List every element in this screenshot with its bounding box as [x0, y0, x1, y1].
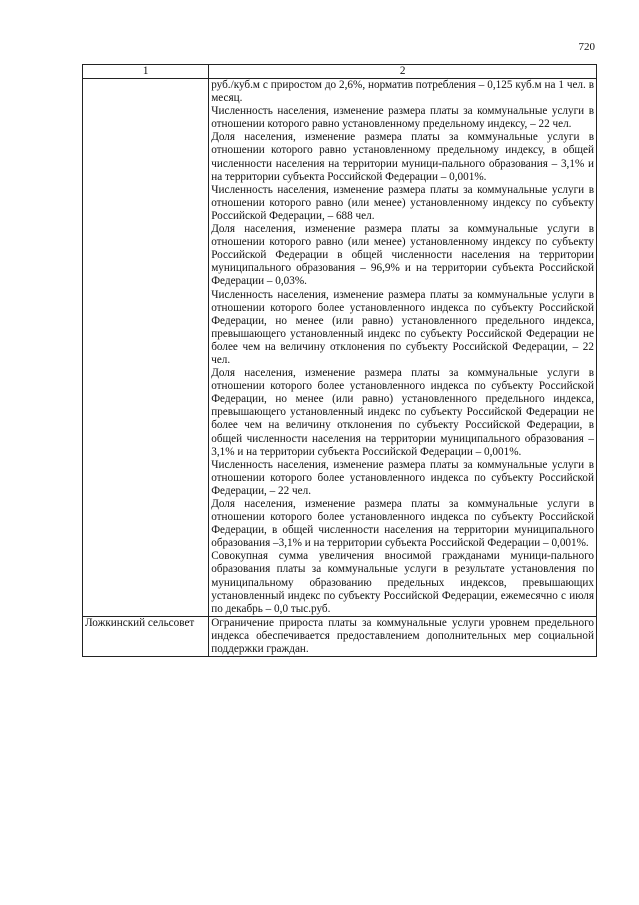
column-header-2: 2: [209, 65, 597, 79]
table-header-row: [83, 65, 597, 79]
description-paragraph: Ограничение прироста платы за коммунальные услуги уровнем предельного индекса обеспечивается предоставлением дополнительных мер социальной поддержки граждан.: [211, 616, 594, 656]
description-paragraph: Доля населения, изменение размера платы за коммунальные услуги в отношении которого равно (или менее) установленному индексу по субъекту Российской Федерации в общей численности населения на территории муниципального образования – 96,9% и на территории субъекта Российской Федерации – 0,03%.: [211, 223, 594, 288]
description-cell: [209, 79, 597, 617]
table-row: [83, 79, 597, 617]
description-paragraph: Численность населения, изменение размера платы за коммунальные услуги в отношении которого равно (или менее) установленному индексу по субъекту Российской Федерации, – 688 чел.: [211, 183, 594, 222]
municipality-name-cell: Ложкинский сельсовет: [83, 616, 209, 656]
description-paragraph: Численность населения, изменение размера платы за коммунальные услуги в отношении которого более установленного индекса по субъекту Российской Федерации, но менее (или равно) установленного предельного индекса, превышающего установленный индекс по субъекту Российской Федерации не более чем на величину отклонения по субъекту Российской Федерации, – 22 чел.: [211, 288, 594, 366]
municipality-name-cell: [83, 79, 209, 617]
table-row: [83, 616, 597, 656]
page-number: 720: [578, 41, 595, 53]
description-paragraph: Доля населения, изменение размера платы за коммунальные услуги в отношении которого более установленного индекса по субъекту Российской Федерации, в общей численности населения на территории муниципального образования –3,1% и на территории субъекта Российской Федерации – 0,001%.: [211, 498, 594, 550]
description-paragraph: Доля населения, изменение размера платы за коммунальные услуги в отношении которого равно установленному предельному индексу, в общей численности населения на территории муници-пального образования – 3,1% и на территории субъекта Российской Федерации – 0,001%.: [211, 131, 594, 183]
description-paragraph: Совокупная сумма увеличения вносимой гражданами муници-пального образования платы за коммунальные услуги в результате установления по муниципальному образованию предельных индексов, превышающих установленный индекс по субъекту Российской Федерации, ежемесячно с июля по декабрь – 0,0 тыс.руб.: [211, 550, 594, 615]
description-paragraph: Численность населения, изменение размера платы за коммунальные услуги в отношении которого более установленного индекса по субъекту Российской Федерации, – 22 чел.: [211, 458, 594, 497]
description-paragraph: руб./куб.м с приростом до 2,6%, норматив потребления – 0,125 куб.м на 1 чел. в месяц.: [211, 79, 594, 105]
description-paragraph: Доля населения, изменение размера платы за коммунальные услуги в отношении которого более установленного индекса по субъекту Российской Федерации, но менее (или равно) установленного предельного индекса, превышающего установленный индекс по субъекту Российской Федерации не более чем на величину отклонения по субъекту Российской Федерации, в общей численности населения на территории муниципального образования – 3,1% и на территории субъекта Российской Федерации – 0,001%.: [211, 367, 594, 458]
description-cell: [209, 616, 597, 656]
column-header-1: 1: [83, 65, 209, 79]
document-table: [82, 64, 597, 657]
description-paragraph: Численность населения, изменение размера платы за коммунальные услуги в отношении которого равно установленному предельному индексу, – 22 чел.: [211, 105, 594, 131]
